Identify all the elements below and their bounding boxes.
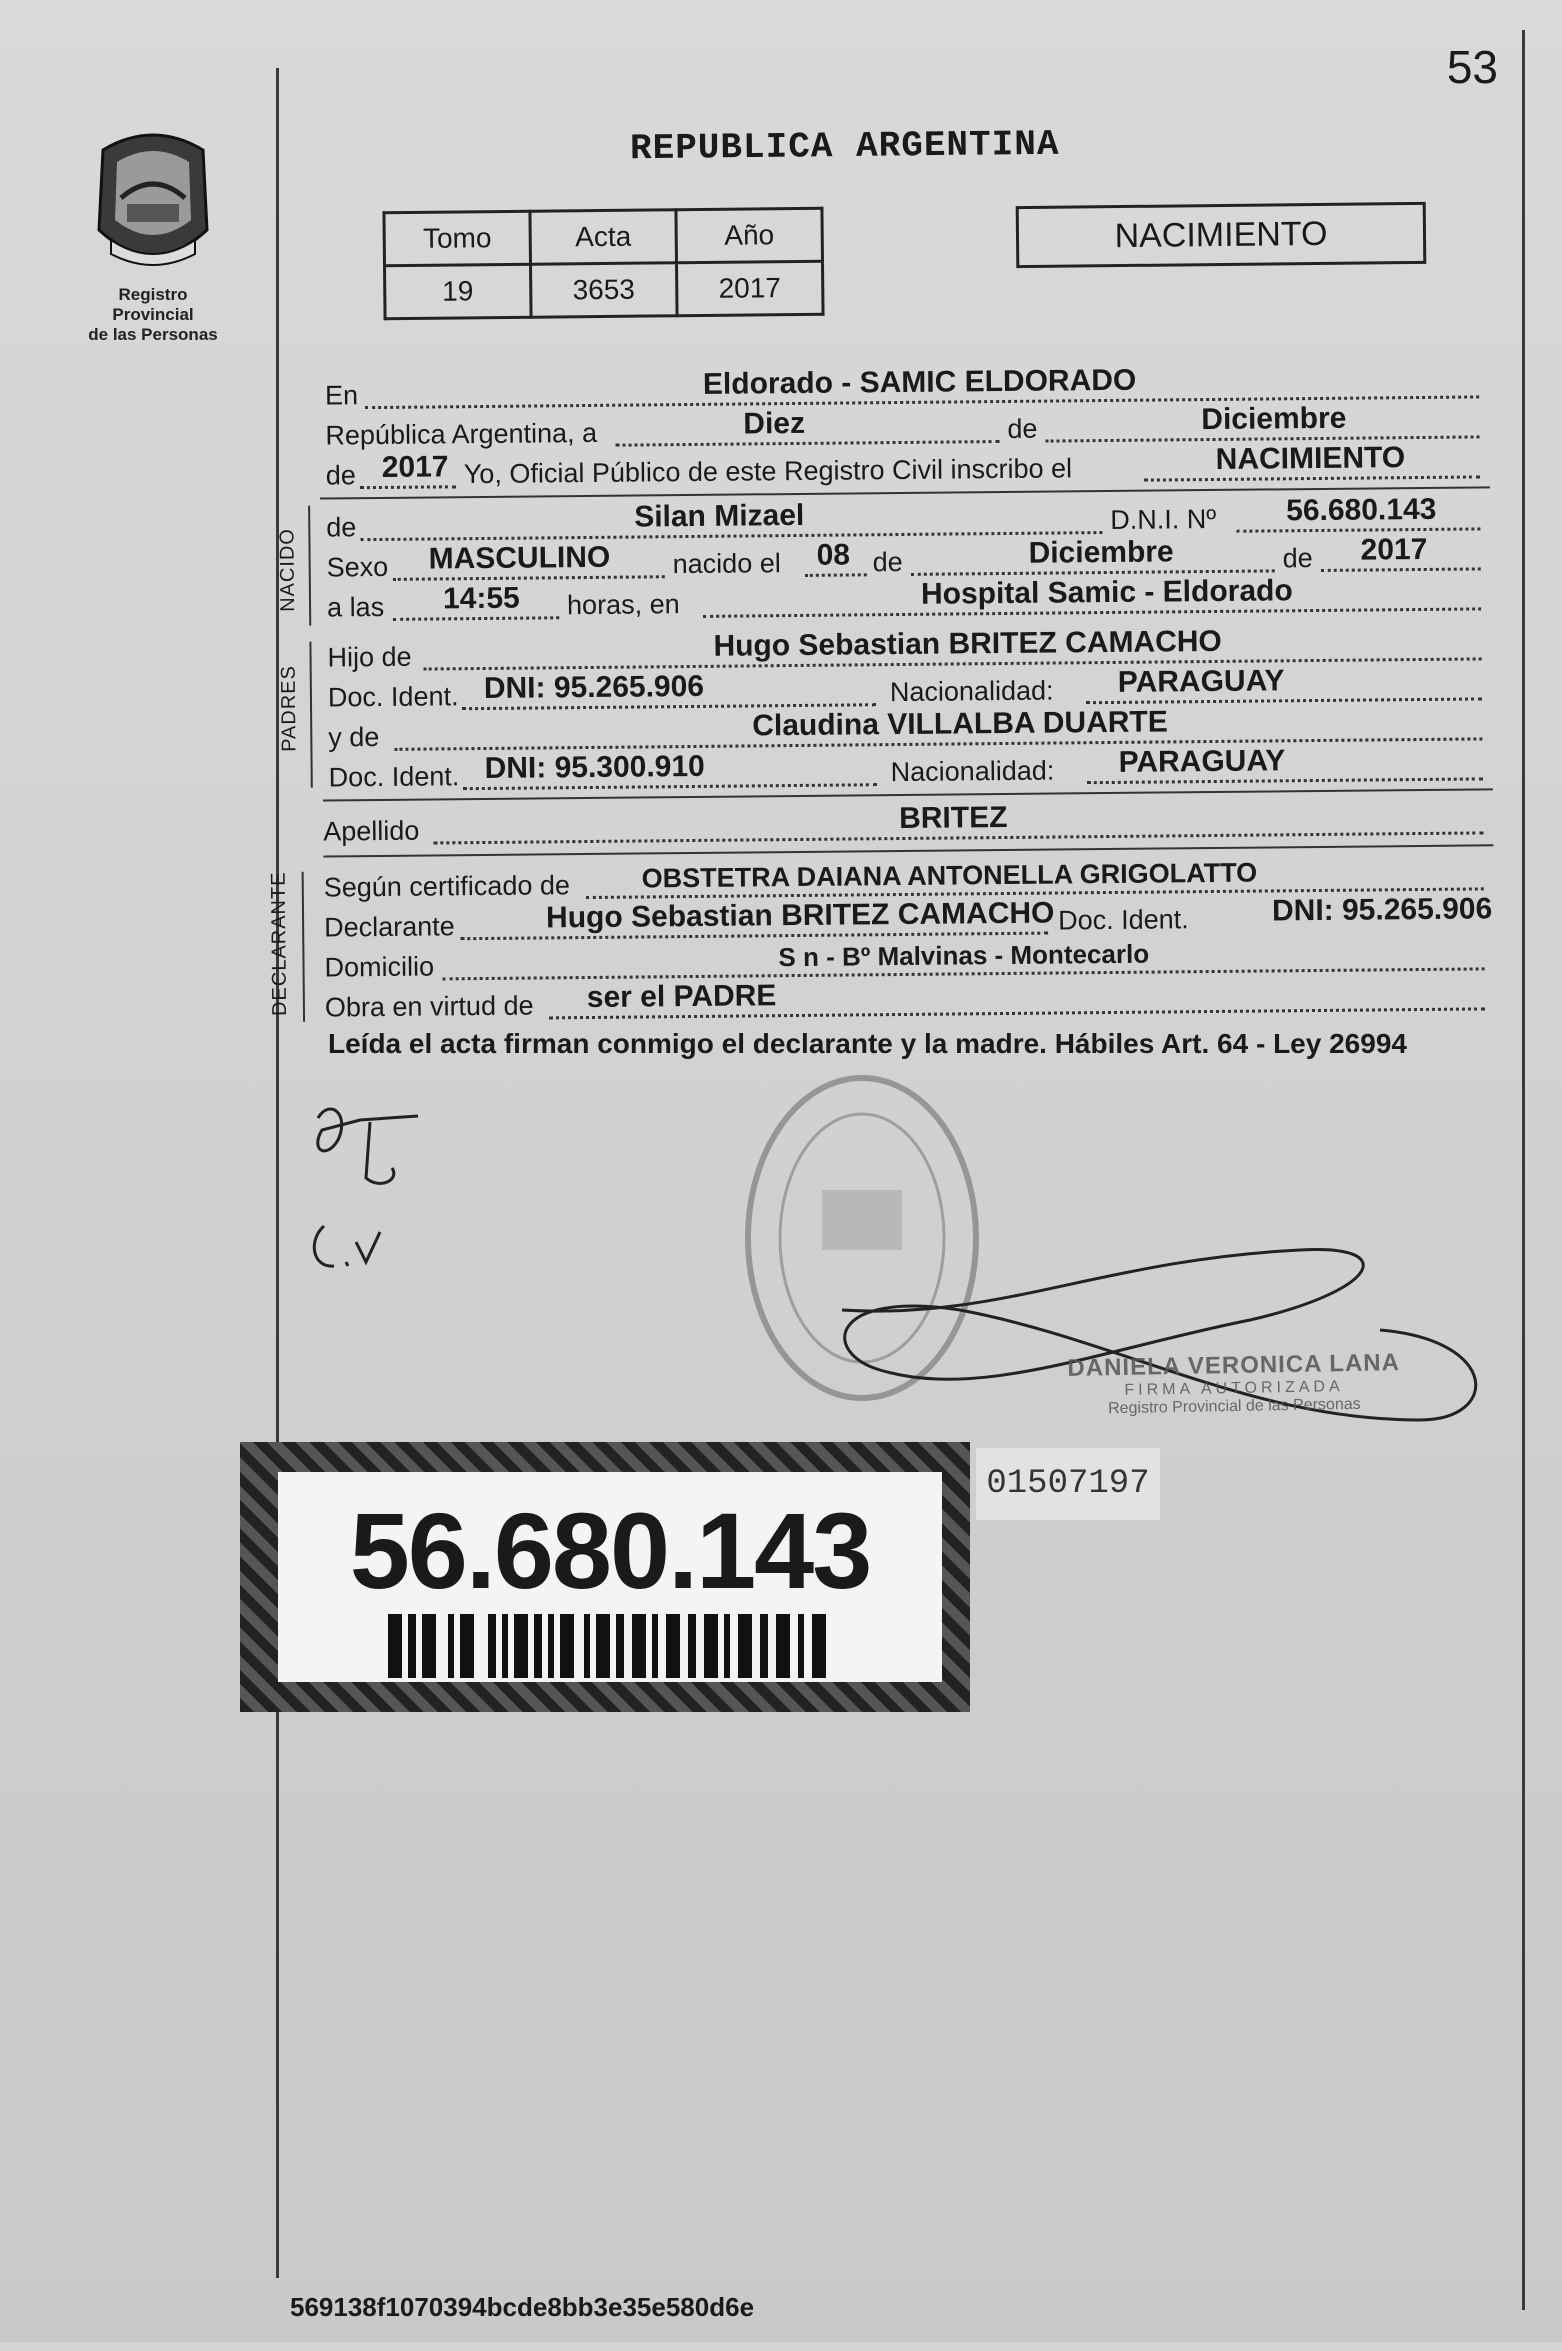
field-label: de — [872, 546, 903, 578]
dotted-leader — [1236, 527, 1480, 532]
field-label: Doc. Ident. — [328, 761, 460, 793]
document-hash: 569138f1070394bcde8bb3e35e580d6e — [290, 2292, 755, 2322]
field-value: Hospital Samic - Eldorado — [920, 574, 1293, 611]
nacido-bracket — [308, 506, 311, 626]
table-cell: 2017 — [676, 261, 823, 316]
field-label: Doc. Ident. — [1057, 904, 1189, 936]
field-value: MASCULINO — [428, 540, 611, 576]
field-label: de — [1282, 543, 1313, 574]
barcode-icon — [388, 1614, 828, 1678]
field-value: 08 — [816, 538, 851, 572]
field-label: de — [1007, 413, 1038, 444]
field-value: DNI: 95.300.910 — [484, 749, 705, 785]
field-label: Sexo — [326, 551, 389, 583]
field-label: de — [326, 512, 357, 543]
field-value: Diciembre — [1201, 401, 1347, 437]
field-row-madre-doc — [323, 744, 1493, 795]
stamp-line: Registro Provincial de las Personas — [1107, 1395, 1361, 1418]
field-value: Hugo Sebastian BRITEZ CAMACHO — [713, 624, 1222, 663]
side-label-padres: PADRES — [277, 664, 301, 752]
field-label: horas, en — [566, 589, 680, 621]
field-value: OBSTETRA DAIANA ANTONELLA GRIGOLATTO — [641, 857, 1258, 894]
barcode-label — [278, 1472, 942, 1682]
logo-caption-line: de las Personas — [88, 325, 218, 344]
field-value: Eldorado - SAMIC ELDORADO — [702, 363, 1137, 401]
field-value: PARAGUAY — [1117, 664, 1285, 699]
padres-bracket — [309, 642, 312, 788]
page-number: 53 — [1446, 41, 1498, 93]
table-cell: 19 — [385, 264, 532, 319]
field-label: Doc. Ident. — [327, 681, 459, 713]
field-value: Diez — [743, 406, 806, 441]
table-header: Año — [676, 208, 823, 263]
field-label: a las — [326, 591, 385, 623]
dotted-leader — [393, 616, 559, 621]
field-label: Hijo de — [327, 641, 412, 673]
table-cell: 3653 — [531, 263, 678, 318]
field-label: Yo, Oficial Público de este Registro Civil inscribo el — [463, 453, 1073, 490]
dotted-leader — [1321, 567, 1481, 572]
field-value: PARAGUAY — [1118, 744, 1286, 779]
field-label: Según certificado de — [323, 870, 571, 903]
field-label: En — [324, 380, 359, 411]
dotted-leader — [1144, 475, 1480, 481]
field-value: DNI: 95.265.906 — [483, 669, 705, 705]
field-value: 2017 — [381, 450, 449, 484]
table-header: Acta — [530, 210, 677, 265]
barcode-number: 56.680.143 — [349, 1490, 871, 1611]
field-label: Nacionalidad: — [889, 675, 1054, 708]
declarante-bracket — [302, 872, 305, 1022]
field-value: Silan Mizael — [634, 498, 805, 534]
signature-stamp — [1023, 1348, 1444, 1419]
field-value: 56.680.143 — [1286, 492, 1437, 528]
field-label: Declarante — [324, 911, 455, 943]
record-type-box: NACIMIENTO — [1016, 202, 1427, 268]
serial-number: 01507197 — [976, 1448, 1160, 1520]
table-header: Tomo — [384, 211, 531, 266]
field-label: D.N.I. Nº — [1110, 503, 1217, 535]
field-label: Nacionalidad: — [890, 755, 1055, 788]
field-label: Apellido — [323, 815, 420, 847]
closing-statement: Leída el acta firman conmigo el declarante y la madre. Hábiles Art. 64 - Ley 26994 — [328, 1028, 1407, 1059]
field-value: S n - Bº Malvinas - Montecarlo — [778, 938, 1150, 973]
field-value: ser el PADRE — [586, 979, 777, 1015]
field-value: DNI: 95.265.906 — [1271, 892, 1493, 928]
side-label-nacido: NACIDO — [276, 527, 300, 612]
field-label: y de — [328, 721, 380, 753]
field-value: Diciembre — [1028, 535, 1174, 570]
field-value: BRITEZ — [898, 800, 1008, 836]
dotted-leader — [616, 440, 1000, 447]
field-row-hora — [321, 574, 1491, 625]
field-value: NACIMIENTO — [1215, 441, 1406, 476]
field-label: República Argentina, a — [325, 417, 598, 451]
stamp-line: FIRMA AUTORIZADA — [1124, 1378, 1344, 1399]
field-label: nacido el — [672, 548, 781, 580]
field-label: de — [325, 460, 357, 491]
field-label: Domicilio — [324, 951, 435, 983]
id-barcode-sticker — [240, 1442, 970, 1712]
field-value: Claudina VILLALBA DUARTE — [752, 705, 1168, 743]
logo-caption-line: Registro Provincial — [112, 285, 194, 324]
dotted-leader — [360, 485, 456, 489]
field-label: Obra en virtud de — [324, 990, 534, 1023]
field-value: 14:55 — [442, 581, 520, 616]
field-value: 2017 — [1360, 532, 1428, 567]
field-row-apellido — [323, 798, 1493, 849]
stamp-line: DANIELA VERONICA LANA — [1067, 1349, 1401, 1382]
page-title: REPUBLICA ARGENTINA — [629, 123, 1060, 170]
field-value: Hugo Sebastian BRITEZ CAMACHO — [545, 896, 1055, 935]
dotted-leader — [805, 573, 867, 577]
side-label-declarante: DECLARANTE — [267, 871, 292, 1017]
